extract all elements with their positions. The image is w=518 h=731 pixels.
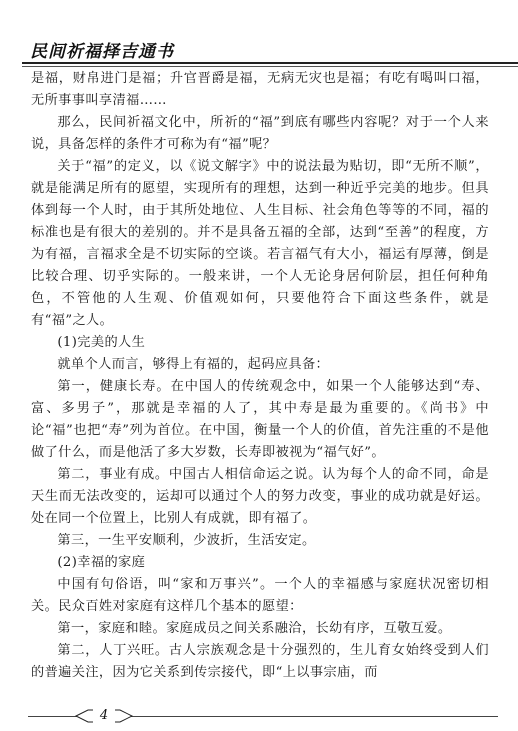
section-heading-happy-family: (2)幸福的家庭: [57, 555, 146, 570]
paragraph-5: 就单个人而言，够得上有福的，起码应具备：: [57, 357, 330, 372]
paragraph-11: 第一，家庭和睦。家庭成员之间关系融洽，长幼有序，互敬互爱。: [57, 621, 452, 636]
paragraph-3: 关于“福”的定义，以《说文解字》中的说法最为贴切，即“无所不顺”，就是能满足所有的愿望，实现所有的理想，达到一种近乎完美的地步。但具体到每一个人时，由于其所处地位、人生目标、社会角色等等的不同，福的标准也是有很大的差别的。并不是具备五福的全部，达到“至善”的程度，方为有福，言福求全是不切实际的空谈。若言福气有大小，福运有厚薄，倒是比较合理、切乎实际的。一般来讲，一个人无论身居何阶层，担任何种角色，不管他的人生观、价值观如何，只要他符合下面这些条件，就是有“福”之人。: [31, 159, 489, 328]
paragraph-10: 中国有句俗语，叫“家和万事兴”。一个人的幸福感与家庭状况密切相关。民众百姓对家庭有这样几个基本的愿望：: [31, 577, 489, 614]
page-number: 4: [93, 708, 115, 723]
body-text: [31, 68, 489, 684]
paragraph-2: 那么，民间祈福文化中，所祈的“福”到底有哪些内容呢？对于一个人来说，具备怎样的条件才可称为有“福”呢？: [31, 115, 489, 152]
section-heading-perfect-life: (1)完美的人生: [57, 335, 146, 350]
paragraph-6: 第一，健康长寿。在中国人的传统观念中，如果一个人能够达到“寿、富、多男子”，那就是幸福的人了，其中寿是最为重要的。《尚书》中论“福”也把“寿”列为首位。在中国，衡量一个人的价值，首先注重的不是他做了什么，而是他活了多大岁数，长寿即被视为“福气好”。: [31, 379, 489, 460]
paragraph-12: 第二，人丁兴旺。古人宗族观念是十分强烈的，生儿育女始终受到人们的普遍关注，因为它关系到传宗接代，即“上以事宗庙，而: [31, 643, 489, 680]
paragraph-7: 第二，事业有成。中国古人相信命运之说。认为每个人的命不同，命是天生而无法改变的，运却可以通过个人的努力改变，事业的成功就是好运。处在同一个位置上，比别人有成就，即有福了。: [31, 467, 489, 526]
paragraph-1: 是福，财帛进门是福；升官晋爵是福，无病无灾也是福；有吃有喝叫口福，无所事事叫享清福……: [31, 71, 489, 108]
paragraph-8: 第三，一生平安顺利，少波折，生活安定。: [57, 533, 316, 548]
header-rule: [22, 62, 518, 64]
header-rule-thin: [22, 66, 518, 67]
running-header: 民间祈福择吉通书: [30, 42, 174, 62]
